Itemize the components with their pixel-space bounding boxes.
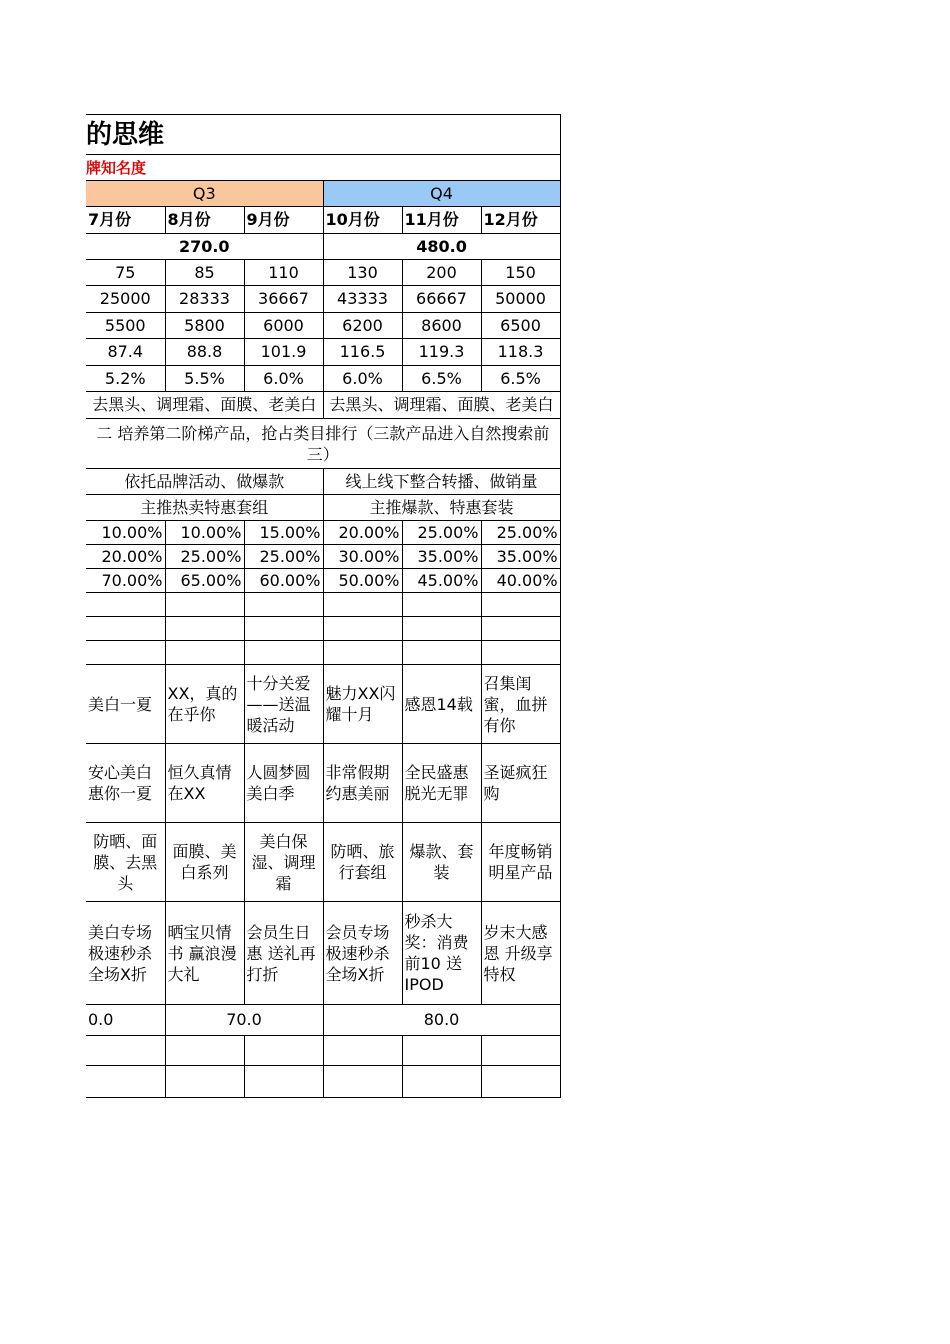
- promotion-cell: 美白专场极速秒杀全场X折: [86, 902, 165, 1005]
- percent-cell: 50.00%: [323, 569, 402, 593]
- table-cell: 25000: [86, 286, 165, 313]
- slogan-cell: 恒久真情在XX: [165, 744, 244, 823]
- empty-cell: [323, 641, 402, 665]
- table-cell: 119.3: [402, 339, 481, 366]
- percent-cell: 15.00%: [244, 521, 323, 545]
- month-header: 12月份: [481, 207, 560, 234]
- empty-cell: [86, 1066, 165, 1098]
- table-cell: 5.5%: [165, 366, 244, 392]
- empty-cell: [402, 641, 481, 665]
- promotion-cell: 晒宝贝情书 赢浪漫大礼: [165, 902, 244, 1005]
- percent-cell: 25.00%: [481, 521, 560, 545]
- strategy-line: 二 培养第二阶梯产品，抢占类目排行（三款产品进入自然搜索前三）: [86, 419, 560, 469]
- product-focus-cell: 防晒、面膜、去黑头: [86, 823, 165, 902]
- table-cell: 50000: [481, 286, 560, 313]
- table-cell: 6000: [244, 313, 323, 339]
- table-cell: 6.0%: [244, 366, 323, 392]
- table-cell: 5800: [165, 313, 244, 339]
- page-subtitle: 牌知名度: [86, 155, 560, 181]
- product-focus-cell: 防晒、旅行套组: [323, 823, 402, 902]
- table-cell: 28333: [165, 286, 244, 313]
- budget-cell: 0.0: [86, 1005, 165, 1036]
- product-focus-cell: 爆款、套装: [402, 823, 481, 902]
- promotion-cell: 秒杀大奖：消费前10 送IPOD: [402, 902, 481, 1005]
- spreadsheet: [86, 114, 560, 1098]
- page-title: 的思维: [86, 115, 560, 155]
- empty-cell: [165, 641, 244, 665]
- percent-cell: 40.00%: [481, 569, 560, 593]
- table-cell: 110: [244, 260, 323, 286]
- percent-cell: 20.00%: [86, 545, 165, 569]
- quarter-q4-header: Q4: [323, 181, 560, 207]
- month-header: 10月份: [323, 207, 402, 234]
- plan-table: [86, 114, 561, 1098]
- theme-cell: 十分关爱——送温暖活动: [244, 665, 323, 744]
- main-push: 主推热卖特惠套组: [86, 495, 323, 521]
- table-cell: 88.8: [165, 339, 244, 366]
- month-header: 7月份: [86, 207, 165, 234]
- table-cell: 6200: [323, 313, 402, 339]
- table-cell: 118.3: [481, 339, 560, 366]
- empty-cell: [165, 1036, 244, 1066]
- empty-cell: [323, 593, 402, 617]
- table-cell: 43333: [323, 286, 402, 313]
- promotion-cell: 会员生日惠 送礼再打折: [244, 902, 323, 1005]
- theme-cell: 美白一夏: [86, 665, 165, 744]
- promotion-cell: 岁末大感恩 升级享特权: [481, 902, 560, 1005]
- empty-cell: [323, 617, 402, 641]
- empty-cell: [402, 1066, 481, 1098]
- percent-cell: 35.00%: [481, 545, 560, 569]
- table-cell: 130: [323, 260, 402, 286]
- percent-cell: 10.00%: [165, 521, 244, 545]
- activity-focus: 线上线下整合转播、做销量: [323, 469, 560, 495]
- percent-cell: 60.00%: [244, 569, 323, 593]
- theme-cell: 魅力XX闪耀十月: [323, 665, 402, 744]
- empty-cell: [86, 1036, 165, 1066]
- empty-cell: [481, 617, 560, 641]
- percent-cell: 45.00%: [402, 569, 481, 593]
- table-cell: 6.5%: [402, 366, 481, 392]
- table-cell: 85: [165, 260, 244, 286]
- empty-cell: [481, 593, 560, 617]
- percent-cell: 25.00%: [165, 545, 244, 569]
- percent-cell: 35.00%: [402, 545, 481, 569]
- slogan-cell: 全民盛惠脱光无罪: [402, 744, 481, 823]
- empty-cell: [402, 593, 481, 617]
- empty-cell: [402, 617, 481, 641]
- budget-cell: 70.0: [165, 1005, 323, 1036]
- table-cell: 5500: [86, 313, 165, 339]
- table-cell: 116.5: [323, 339, 402, 366]
- month-header: 11月份: [402, 207, 481, 234]
- product-focus-cell: 年度畅销明星产品: [481, 823, 560, 902]
- table-cell: 66667: [402, 286, 481, 313]
- empty-cell: [86, 593, 165, 617]
- product-focus-cell: 面膜、美白系列: [165, 823, 244, 902]
- table-cell: 101.9: [244, 339, 323, 366]
- percent-cell: 70.00%: [86, 569, 165, 593]
- month-header: 8月份: [165, 207, 244, 234]
- main-push: 主推爆款、特惠套装: [323, 495, 560, 521]
- empty-cell: [323, 1036, 402, 1066]
- table-cell: 87.4: [86, 339, 165, 366]
- month-header: 9月份: [244, 207, 323, 234]
- table-cell: 36667: [244, 286, 323, 313]
- percent-cell: 65.00%: [165, 569, 244, 593]
- slogan-cell: 非常假期约惠美丽: [323, 744, 402, 823]
- quarter-q3-header: Q3: [86, 181, 323, 207]
- empty-cell: [165, 1066, 244, 1098]
- percent-cell: 25.00%: [244, 545, 323, 569]
- budget-cell: 80.0: [323, 1005, 560, 1036]
- empty-cell: [165, 617, 244, 641]
- empty-cell: [244, 1036, 323, 1066]
- percent-cell: 30.00%: [323, 545, 402, 569]
- product-focus-cell: 美白保湿、调理霜: [244, 823, 323, 902]
- table-cell: 75: [86, 260, 165, 286]
- slogan-cell: 圣诞疯狂购: [481, 744, 560, 823]
- percent-cell: 20.00%: [323, 521, 402, 545]
- theme-cell: 召集闺蜜，血拼有你: [481, 665, 560, 744]
- percent-cell: 25.00%: [402, 521, 481, 545]
- empty-cell: [165, 593, 244, 617]
- table-cell: 8600: [402, 313, 481, 339]
- table-cell: 5.2%: [86, 366, 165, 392]
- empty-cell: [323, 1066, 402, 1098]
- empty-cell: [86, 641, 165, 665]
- quarter-total: 270.0: [86, 234, 323, 260]
- empty-cell: [402, 1036, 481, 1066]
- slogan-cell: 安心美白惠你一夏: [86, 744, 165, 823]
- empty-cell: [244, 593, 323, 617]
- empty-cell: [86, 617, 165, 641]
- empty-cell: [481, 1066, 560, 1098]
- empty-cell: [481, 641, 560, 665]
- percent-cell: 10.00%: [86, 521, 165, 545]
- theme-cell: 感恩14载: [402, 665, 481, 744]
- table-cell: 6500: [481, 313, 560, 339]
- table-cell: 6.5%: [481, 366, 560, 392]
- activity-focus: 依托品牌活动、做爆款: [86, 469, 323, 495]
- empty-cell: [244, 617, 323, 641]
- empty-cell: [244, 1066, 323, 1098]
- slogan-cell: 人圆梦圆 美白季: [244, 744, 323, 823]
- promotion-cell: 会员专场极速秒杀全场X折: [323, 902, 402, 1005]
- theme-cell: XX，真的在乎你: [165, 665, 244, 744]
- empty-cell: [244, 641, 323, 665]
- product-list: 去黑头、调理霜、面膜、老美白: [323, 392, 560, 419]
- product-list: 去黑头、调理霜、面膜、老美白: [86, 392, 323, 419]
- table-cell: 150: [481, 260, 560, 286]
- table-cell: 200: [402, 260, 481, 286]
- table-cell: 6.0%: [323, 366, 402, 392]
- empty-cell: [481, 1036, 560, 1066]
- quarter-total: 480.0: [323, 234, 560, 260]
